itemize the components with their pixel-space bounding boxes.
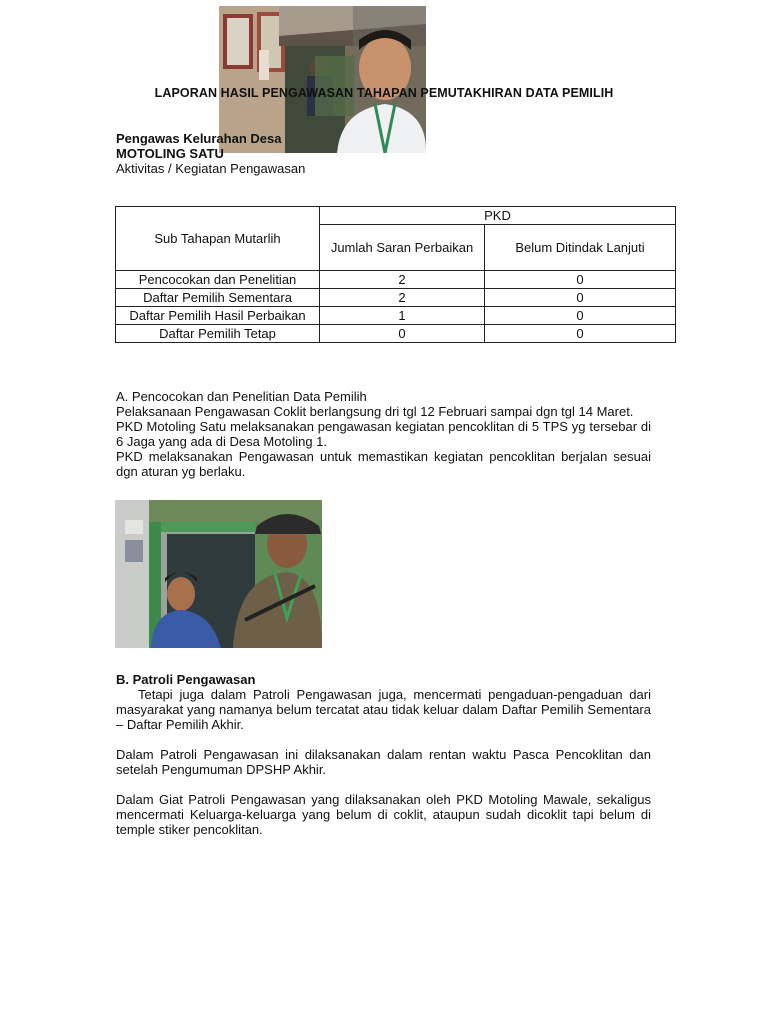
header-line-3: Aktivitas / Kegiatan Pengawasan — [116, 161, 306, 176]
page-title: LAPORAN HASIL PENGAWASAN TAHAPAN PEMUTAKHIRAN DATA PEMILIH — [154, 86, 614, 100]
section-b — [116, 672, 651, 837]
section-a-paragraph-2: PKD Motoling Satu melaksanakan pengawasan kegiatan pencoklitan di 5 TPS yg tersebar di 6 Jaga yang ada di Desa Motoling 1. — [116, 419, 651, 449]
header-line-2: MOTOLING SATU — [116, 146, 224, 161]
section-a — [116, 389, 651, 479]
header-line-1: Pengawas Kelurahan Desa — [116, 131, 282, 146]
section-b-heading: B. Patroli Pengawasan — [116, 672, 256, 687]
table-cell-belum: 0 — [485, 271, 676, 289]
table-row — [116, 271, 676, 289]
table-row — [116, 325, 676, 343]
section-b-paragraph-3: Dalam Giat Patroli Pengawasan yang dilaksanakan oleh PKD Motoling Mawale, sekaligus mencermati Keluarga-keluarga yang belum di coklit, ataupun sudah dicoklit tapi belum di temple stiker pencoklitan. — [116, 792, 651, 837]
section-a-paragraph-3: PKD melaksanakan Pengawasan untuk memastikan kegiatan pencoklitan berjalan sesuai dgn aturan yg berlaku. — [116, 449, 651, 479]
section-b-paragraph-1: Tetapi juga dalam Patroli Pengawasan juga, mencermati pengaduan-pengaduan dari masyarakat yang namanya belum tercatat atau tidak keluar dalam Daftar Pemilih Sementara – Daftar Pemilih Akhir. — [116, 687, 651, 732]
table-row — [116, 307, 676, 325]
table-header-sub-tahapan: Sub Tahapan Mutarlih — [116, 207, 320, 271]
table-cell-belum: 0 — [485, 325, 676, 343]
table-cell-label: Pencocokan dan Penelitian — [116, 271, 320, 289]
table-cell-belum: 0 — [485, 289, 676, 307]
table-header-saran: Jumlah Saran Perbaikan — [320, 225, 485, 271]
table-header-pkd: PKD — [320, 207, 676, 225]
table-cell-saran: 1 — [320, 307, 485, 325]
table-cell-saran: 0 — [320, 325, 485, 343]
section-a-heading: A. Pencocokan dan Penelitian Data Pemilih — [116, 389, 367, 404]
spacer — [116, 777, 651, 792]
section-b-paragraph-2: Dalam Patroli Pengawasan ini dilaksanakan dalam rentan waktu Pasca Pencoklitan dan setelah Pengumuman DPSHP Akhir. — [116, 747, 651, 777]
section-a-paragraph-1: Pelaksanaan Pengawasan Coklit berlangsung dri tgl 12 Februari sampai dgn tgl 14 Maret. — [116, 404, 634, 419]
photo-coklit — [115, 500, 322, 648]
table-cell-saran: 2 — [320, 289, 485, 307]
table-cell-label: Daftar Pemilih Hasil Perbaikan — [116, 307, 320, 325]
table-header-belum: Belum Ditindak Lanjuti — [485, 225, 676, 271]
table-cell-saran: 2 — [320, 271, 485, 289]
pkd-table — [115, 206, 676, 343]
table-cell-label: Daftar Pemilih Tetap — [116, 325, 320, 343]
table-cell-label: Daftar Pemilih Sementara — [116, 289, 320, 307]
table-row — [116, 289, 676, 307]
spacer — [116, 732, 651, 747]
table-cell-belum: 0 — [485, 307, 676, 325]
